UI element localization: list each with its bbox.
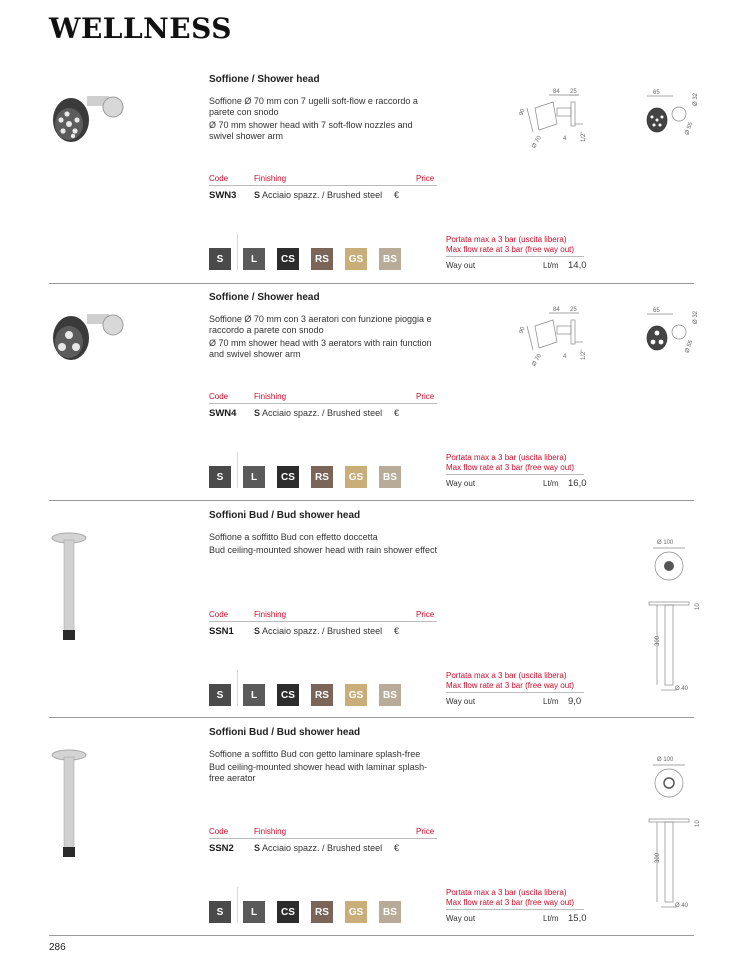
product-card-swn4 (49, 292, 699, 509)
dimension-label: Ø 40 (675, 903, 689, 909)
swatch-rs: RS (311, 248, 333, 270)
dimension-label: 10 (695, 820, 701, 827)
flow-rate-label-italian: Portata max a 3 bar (uscita libera) (446, 671, 567, 680)
swatch-cs: CS (277, 248, 299, 270)
swatch-cs: CS (277, 901, 299, 923)
product-code: SSN2 (209, 843, 234, 854)
flow-rate-label-english: Max flow rate at 3 bar (free way out) (446, 245, 575, 254)
bud-dimension-drawing (639, 520, 699, 695)
dimension-label: 10 (695, 603, 701, 610)
description-italian: Soffione a soffitto Bud con getto laminare splash-free (209, 749, 421, 759)
product-title: Soffione / Shower head (209, 292, 320, 303)
product-card-ssn2 (49, 727, 701, 944)
swatch-rs: RS (311, 684, 333, 706)
description-italian: Soffione Ø 70 mm con 7 ugelli soft-flow e raccordo a parete con snodo (209, 96, 418, 117)
finish-code: S (254, 190, 261, 200)
dimension-label: 90 (518, 108, 527, 117)
finishing-value (254, 843, 382, 853)
section-divider (49, 935, 694, 936)
dimension-label: 25 (570, 89, 577, 95)
bud-dimension-drawing (639, 737, 699, 912)
product-description (209, 749, 437, 786)
dimension-label: 65 (653, 90, 660, 96)
finishing-header: Finishing (254, 827, 287, 836)
finish-code: S (254, 408, 261, 418)
finishing-header: Finishing (254, 174, 287, 183)
flow-unit: Lt/m (543, 261, 559, 270)
price-currency: € (394, 626, 400, 636)
flow-rate-label-italian: Portata max a 3 bar (uscita libera) (446, 453, 567, 462)
side-dimension-drawing (519, 306, 589, 371)
flow-rate-label-english: Max flow rate at 3 bar (free way out) (446, 898, 575, 907)
finish-name: Acciaio spazz. / Brushed steel (262, 190, 383, 200)
swatch-bs: BS (379, 684, 401, 706)
product-code: SSN1 (209, 626, 234, 637)
flow-rate-value: 14,0 (568, 260, 587, 271)
flow-unit: Lt/m (543, 479, 559, 488)
product-code: SWN4 (209, 408, 237, 419)
description-english: Bud ceiling-mounted shower head with rain shower effect (209, 545, 437, 555)
divider (209, 185, 437, 186)
dimension-label: 4 (563, 354, 567, 360)
bud-ceiling-shower-image (49, 727, 139, 897)
price-header: Price (416, 392, 435, 401)
flow-rate-label-italian: Portata max a 3 bar (uscita libera) (446, 235, 567, 244)
price-header: Price (416, 827, 435, 836)
divider (237, 670, 238, 706)
finishing-value (254, 190, 382, 200)
dimension-label: 25 (570, 307, 577, 313)
product-title: Soffioni Bud / Bud shower head (209, 510, 361, 521)
price-header: Price (416, 610, 435, 619)
divider (446, 692, 584, 693)
description-italian: Soffione Ø 70 mm con 3 aeratori con funzione pioggia e raccordo a parete con snodo (209, 314, 432, 335)
swatch-l: L (243, 466, 265, 488)
dimension-label: 84 (553, 307, 560, 313)
dimension-label: 1/2" (581, 131, 587, 142)
dimension-label: Ø 40 (675, 686, 689, 692)
way-out-label: Way out (446, 261, 476, 270)
way-out-label: Way out (446, 697, 476, 706)
description-english: Ø 70 mm shower head with 7 soft-flow nozzles and swivel shower arm (209, 120, 413, 141)
front-dimension-drawing (643, 88, 703, 143)
flow-unit: Lt/m (543, 914, 559, 923)
code-header: Code (209, 827, 229, 836)
dimension-label: 1/2" (581, 349, 587, 360)
finishing-header: Finishing (254, 610, 287, 619)
swatch-gs: GS (345, 248, 367, 270)
dimension-label: 300 (655, 635, 661, 646)
shower-head-3-aerator-image (49, 292, 139, 462)
description-english: Ø 70 mm shower head with 3 aerators with rain function and swivel shower arm (209, 338, 432, 359)
swatch-gs: GS (345, 901, 367, 923)
price-currency: € (394, 190, 400, 200)
swatch-s: S (209, 684, 231, 706)
divider (209, 403, 437, 404)
dimension-label: Ø 55 (684, 339, 695, 354)
dimension-label: Ø 100 (657, 757, 674, 763)
finish-name: Acciaio spazz. / Brushed steel (262, 626, 383, 636)
swatch-bs: BS (379, 466, 401, 488)
flow-rate-value: 15,0 (568, 913, 587, 924)
dimension-label: 65 (653, 308, 660, 314)
page-number: 286 (49, 942, 66, 953)
swatch-bs: BS (379, 248, 401, 270)
swatch-cs: CS (277, 684, 299, 706)
description-italian: Soffione a soffitto Bud con effetto doccetta (209, 532, 378, 542)
flow-rate-value: 9,0 (568, 696, 582, 707)
way-out-label: Way out (446, 479, 476, 488)
swatch-s: S (209, 901, 231, 923)
finish-code: S (254, 843, 261, 853)
shower-head-7-nozzle-image (49, 74, 139, 244)
price-currency: € (394, 408, 400, 418)
section-divider (49, 717, 694, 718)
divider (237, 234, 238, 270)
product-description (209, 314, 437, 362)
product-code: SWN3 (209, 190, 237, 201)
flow-rate-value: 16,0 (568, 478, 587, 489)
code-header: Code (209, 392, 229, 401)
swatch-rs: RS (311, 901, 333, 923)
dimension-label: Ø 70 (531, 353, 543, 368)
dimension-label: 90 (518, 326, 527, 335)
page-brand-title: WELLNESS (49, 12, 232, 45)
swatch-l: L (243, 901, 265, 923)
dimension-label: Ø 100 (657, 540, 674, 546)
dimension-label: 300 (655, 852, 661, 863)
finish-name: Acciaio spazz. / Brushed steel (262, 408, 383, 418)
flow-rate-label-italian: Portata max a 3 bar (uscita libera) (446, 888, 567, 897)
swatch-gs: GS (345, 684, 367, 706)
flow-rate-label-english: Max flow rate at 3 bar (free way out) (446, 463, 575, 472)
price-header: Price (416, 174, 435, 183)
description-english: Bud ceiling-mounted shower head with laminar splash-free aerator (209, 762, 428, 783)
dimension-label: Ø 32 (693, 92, 699, 106)
section-divider (49, 500, 694, 501)
finish-name: Acciaio spazz. / Brushed steel (262, 843, 383, 853)
divider (237, 887, 238, 923)
dimension-label: Ø 55 (684, 121, 695, 136)
section-divider (49, 283, 694, 284)
flow-rate-label-english: Max flow rate at 3 bar (free way out) (446, 681, 575, 690)
swatch-rs: RS (311, 466, 333, 488)
finishing-header: Finishing (254, 392, 287, 401)
divider (446, 256, 584, 257)
product-card-ssn1 (49, 510, 701, 727)
product-title: Soffioni Bud / Bud shower head (209, 727, 361, 738)
swatch-l: L (243, 684, 265, 706)
divider (446, 909, 584, 910)
code-header: Code (209, 610, 229, 619)
code-header: Code (209, 174, 229, 183)
divider (237, 452, 238, 488)
dimension-label: 4 (563, 136, 567, 142)
dimension-label: Ø 70 (531, 135, 543, 150)
swatch-gs: GS (345, 466, 367, 488)
finishing-value (254, 626, 382, 636)
divider (446, 474, 584, 475)
product-card-swn3 (49, 74, 699, 291)
swatch-l: L (243, 248, 265, 270)
front-dimension-drawing (643, 306, 703, 361)
swatch-cs: CS (277, 466, 299, 488)
side-dimension-drawing (519, 88, 589, 153)
way-out-label: Way out (446, 914, 476, 923)
swatch-bs: BS (379, 901, 401, 923)
flow-unit: Lt/m (543, 697, 559, 706)
product-title: Soffione / Shower head (209, 74, 320, 85)
bud-ceiling-shower-image (49, 510, 139, 680)
swatch-s: S (209, 466, 231, 488)
dimension-label: 84 (553, 89, 560, 95)
divider (209, 838, 437, 839)
product-description (209, 532, 437, 558)
product-description (209, 96, 437, 144)
finish-code: S (254, 626, 261, 636)
divider (209, 621, 437, 622)
swatch-s: S (209, 248, 231, 270)
dimension-label: Ø 32 (693, 310, 699, 324)
price-currency: € (394, 843, 400, 853)
finishing-value (254, 408, 382, 418)
